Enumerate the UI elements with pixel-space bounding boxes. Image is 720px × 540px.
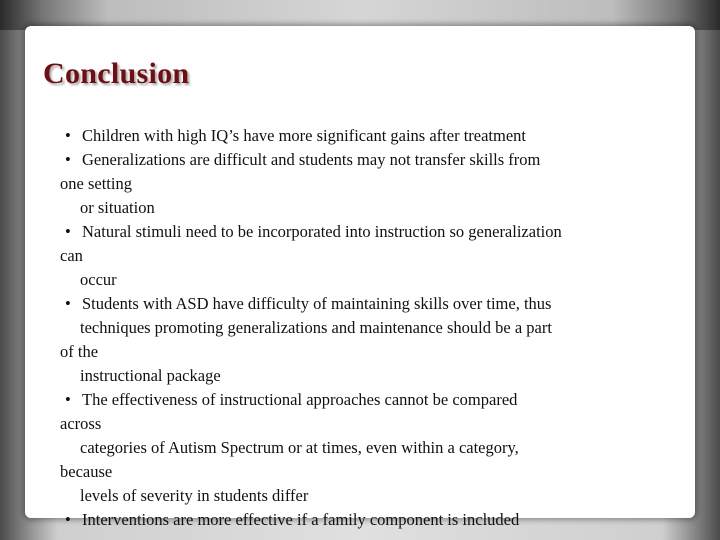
slide-title: Conclusion bbox=[43, 57, 190, 90]
line-text: Students with ASD have difficulty of maintaining skills over time, thus bbox=[82, 294, 552, 313]
wrapped-line bbox=[60, 412, 690, 436]
bullet-line bbox=[60, 148, 690, 172]
line-text: one setting bbox=[60, 174, 132, 193]
line-text: can bbox=[60, 246, 83, 265]
bullet-line bbox=[60, 508, 690, 532]
bullet-icon: • bbox=[65, 510, 71, 529]
line-text: across bbox=[60, 414, 102, 433]
line-text: Generalizations are difficult and students may not transfer skills from bbox=[82, 150, 541, 169]
bullet-line bbox=[60, 220, 690, 244]
wrapped-line bbox=[60, 172, 690, 196]
line-text: categories of Autism Spectrum or at times, even within a category, bbox=[80, 438, 519, 457]
line-text: levels of severity in students differ bbox=[80, 486, 309, 505]
line-text: Interventions are more effective if a family component is included bbox=[82, 510, 520, 529]
line-text: instructional package bbox=[80, 366, 221, 385]
wrapped-line bbox=[60, 340, 690, 364]
wrapped-line bbox=[60, 460, 690, 484]
line-text: techniques promoting generalizations and maintenance should be a part bbox=[80, 318, 552, 337]
slide-content bbox=[60, 124, 690, 532]
line-text: Natural stimuli need to be incorporated into instruction so generalization bbox=[82, 222, 562, 241]
bullet-icon: • bbox=[65, 126, 71, 145]
bullet-icon: • bbox=[65, 390, 71, 409]
indented-line bbox=[60, 436, 690, 460]
bullet-line bbox=[60, 292, 690, 316]
bullet-line bbox=[60, 388, 690, 412]
bullet-icon: • bbox=[65, 294, 71, 313]
indented-line bbox=[60, 316, 690, 340]
wrapped-line bbox=[60, 244, 690, 268]
line-text: because bbox=[60, 462, 113, 481]
bullet-icon: • bbox=[65, 222, 71, 241]
line-text: of the bbox=[60, 342, 99, 361]
indented-line bbox=[60, 268, 690, 292]
line-text: The effectiveness of instructional approaches cannot be compared bbox=[82, 390, 518, 409]
indented-line bbox=[60, 364, 690, 388]
bullet-line bbox=[60, 124, 690, 148]
indented-line bbox=[60, 196, 690, 220]
bullet-icon: • bbox=[65, 150, 71, 169]
line-text: occur bbox=[80, 270, 117, 289]
indented-line bbox=[60, 484, 690, 508]
line-text: Children with high IQ’s have more significant gains after treatment bbox=[82, 126, 527, 145]
line-text: or situation bbox=[80, 198, 155, 217]
slide bbox=[25, 26, 695, 529]
